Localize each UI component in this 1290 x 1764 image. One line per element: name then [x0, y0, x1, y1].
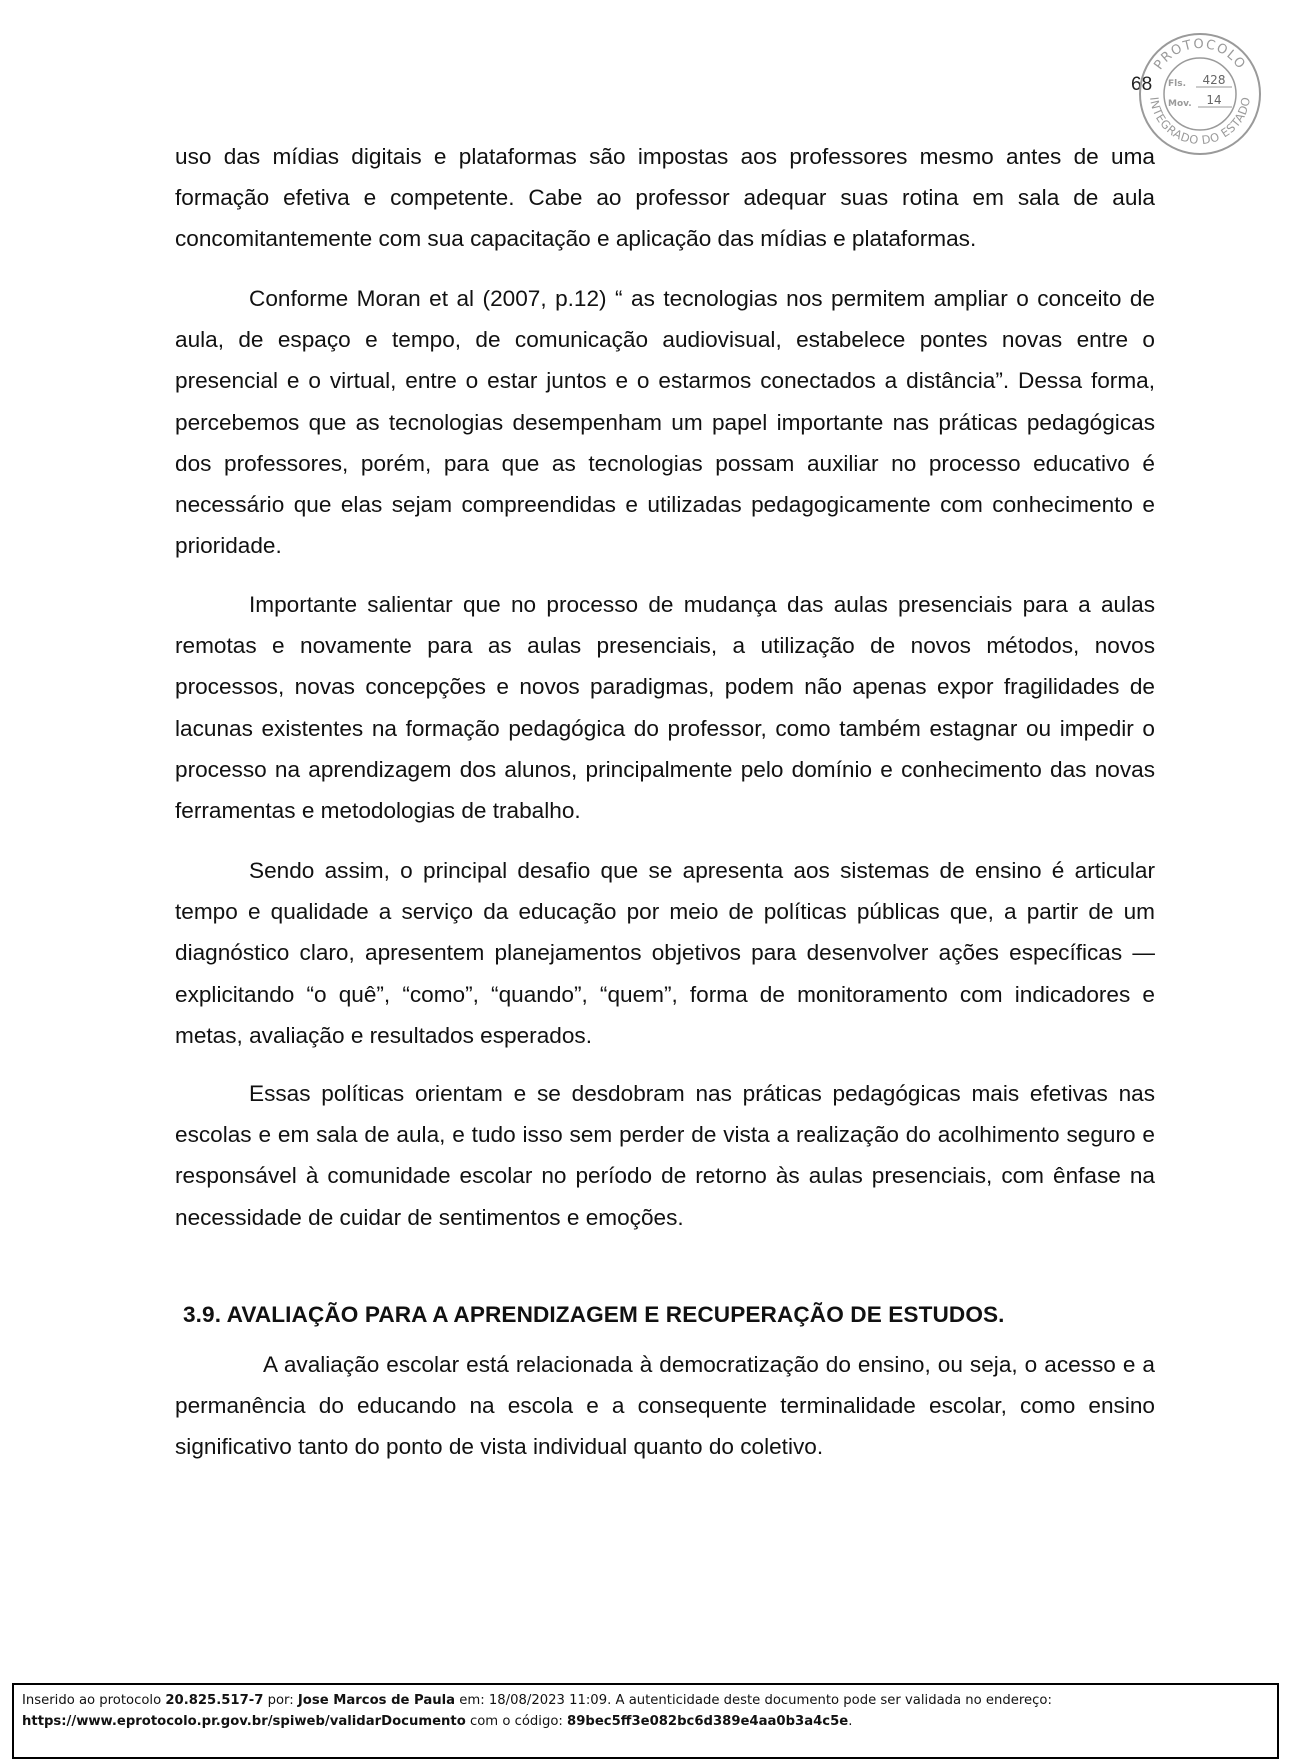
- footer-code-label: com o código:: [465, 1714, 568, 1729]
- footer-author: Jose Marcos de Paula: [297, 1693, 456, 1708]
- paragraph: Essas políticas orientam e se desdobram nas práticas pedagógicas mais efetivas nas escolas e em sala de aula, e tudo isso sem perder de vista a realização do acolhimento seguro e responsável à comunidade escolar no período de retorno às aulas presenciais, com ênfase na necessidade de cuidar de sentimentos e emoções.: [175, 1081, 1155, 1230]
- stamp-mov-value: 14: [1206, 93, 1222, 107]
- page-number: 68: [1131, 74, 1153, 95]
- footer-validation-url[interactable]: https://www.eprotocolo.pr.gov.br/spiweb/validarDocumento: [22, 1714, 466, 1729]
- footer-validation-text: . A autenticidade deste documento pode ser validada no endereço:: [607, 1693, 1052, 1708]
- section-heading: 3.9. AVALIAÇÃO PARA A APRENDIZAGEM E RECUPERAÇÃO DE ESTUDOS.: [183, 1302, 1005, 1327]
- svg-text:INTEGRADO DO ESTADO: [1147, 96, 1253, 147]
- paragraph: Sendo assim, o principal desafio que se apresenta aos sistemas de ensino é articular tempo e qualidade a serviço da educação por meio de políticas públicas que, a partir de um diagnóstico claro, apresentem planejamentos objetivos para desenvolver ações específicas — explicitando “o quê”, “como”, “quando”, “quem”, forma de monitoramento com indicadores e metas, avaliação e resultados esperados.: [175, 858, 1155, 1048]
- footer-prefix: Inserido ao protocolo: [22, 1693, 166, 1708]
- paragraph: Importante salientar que no processo de mudança das aulas presenciais para a aulas remotas e novamente para as aulas presenciais, a utilização de novos métodos, novos processos, novas concepções e novos paradigmas, podem não apenas expor fragilidades de lacunas existentes na formação pedagógica do professor, como também estagnar ou impedir o processo na aprendizagem dos alunos, principalmente pelo domínio e conhecimento das novas ferramentas e metodologias de trabalho.: [175, 592, 1155, 824]
- stamp-ring-top: PROTOCOLO: [1151, 36, 1249, 73]
- stamp-fls-value: 428: [1202, 73, 1226, 87]
- stamp-mov-label: Mov.: [1168, 99, 1192, 109]
- protocol-footer: [12, 1683, 1279, 1759]
- section-paragraph: A avaliação escolar está relacionada à democratização do ensino, ou seja, o acesso e a permanência do educando na escola e a consequente terminalidade escolar, como ensino significativo tanto do ponto de vista individual quanto do coletivo.: [175, 1352, 1155, 1460]
- footer-date-label: em:: [455, 1693, 489, 1708]
- footer-suffix: .: [848, 1714, 853, 1729]
- footer-by-label: por:: [263, 1693, 298, 1708]
- footer-datetime: 18/08/2023 11:09: [488, 1693, 608, 1708]
- protocol-stamp: [1138, 32, 1262, 156]
- stamp-ring-bottom: INTEGRADO DO ESTADO: [1147, 95, 1254, 148]
- footer-validation-code: 89bec5ff3e082bc6d389e4aa0b3a4c5e: [567, 1714, 849, 1729]
- svg-text:PROTOCOLO: [1151, 37, 1248, 73]
- paragraph: uso das mídias digitais e plataformas são impostas aos professores mesmo antes de uma formação efetiva e competente. Cabe ao professor adequar suas rotina em sala de aula concomitantemente com sua capacitação e aplicação das mídias e plataformas.: [175, 144, 1155, 252]
- stamp-fls-label: Fls.: [1168, 79, 1187, 89]
- paragraph: Conforme Moran et al (2007, p.12) “ as tecnologias nos permitem ampliar o conceito de aula, de espaço e tempo, de comunicação audiovisual, estabelece pontes novas entre o presencial e o virtual, entre o estar juntos e o estarmos conectados a distância”. Dessa forma, percebemos que as tecnologias desempenham um papel importante nas práticas pedagógicas dos professores, porém, para que as tecnologias possam auxiliar no processo educativo é necessário que elas sejam compreendidas e utilizadas pedagogicamente com conhecimento e prioridade.: [175, 286, 1155, 559]
- footer-protocol-number: 20.825.517-7: [165, 1693, 264, 1708]
